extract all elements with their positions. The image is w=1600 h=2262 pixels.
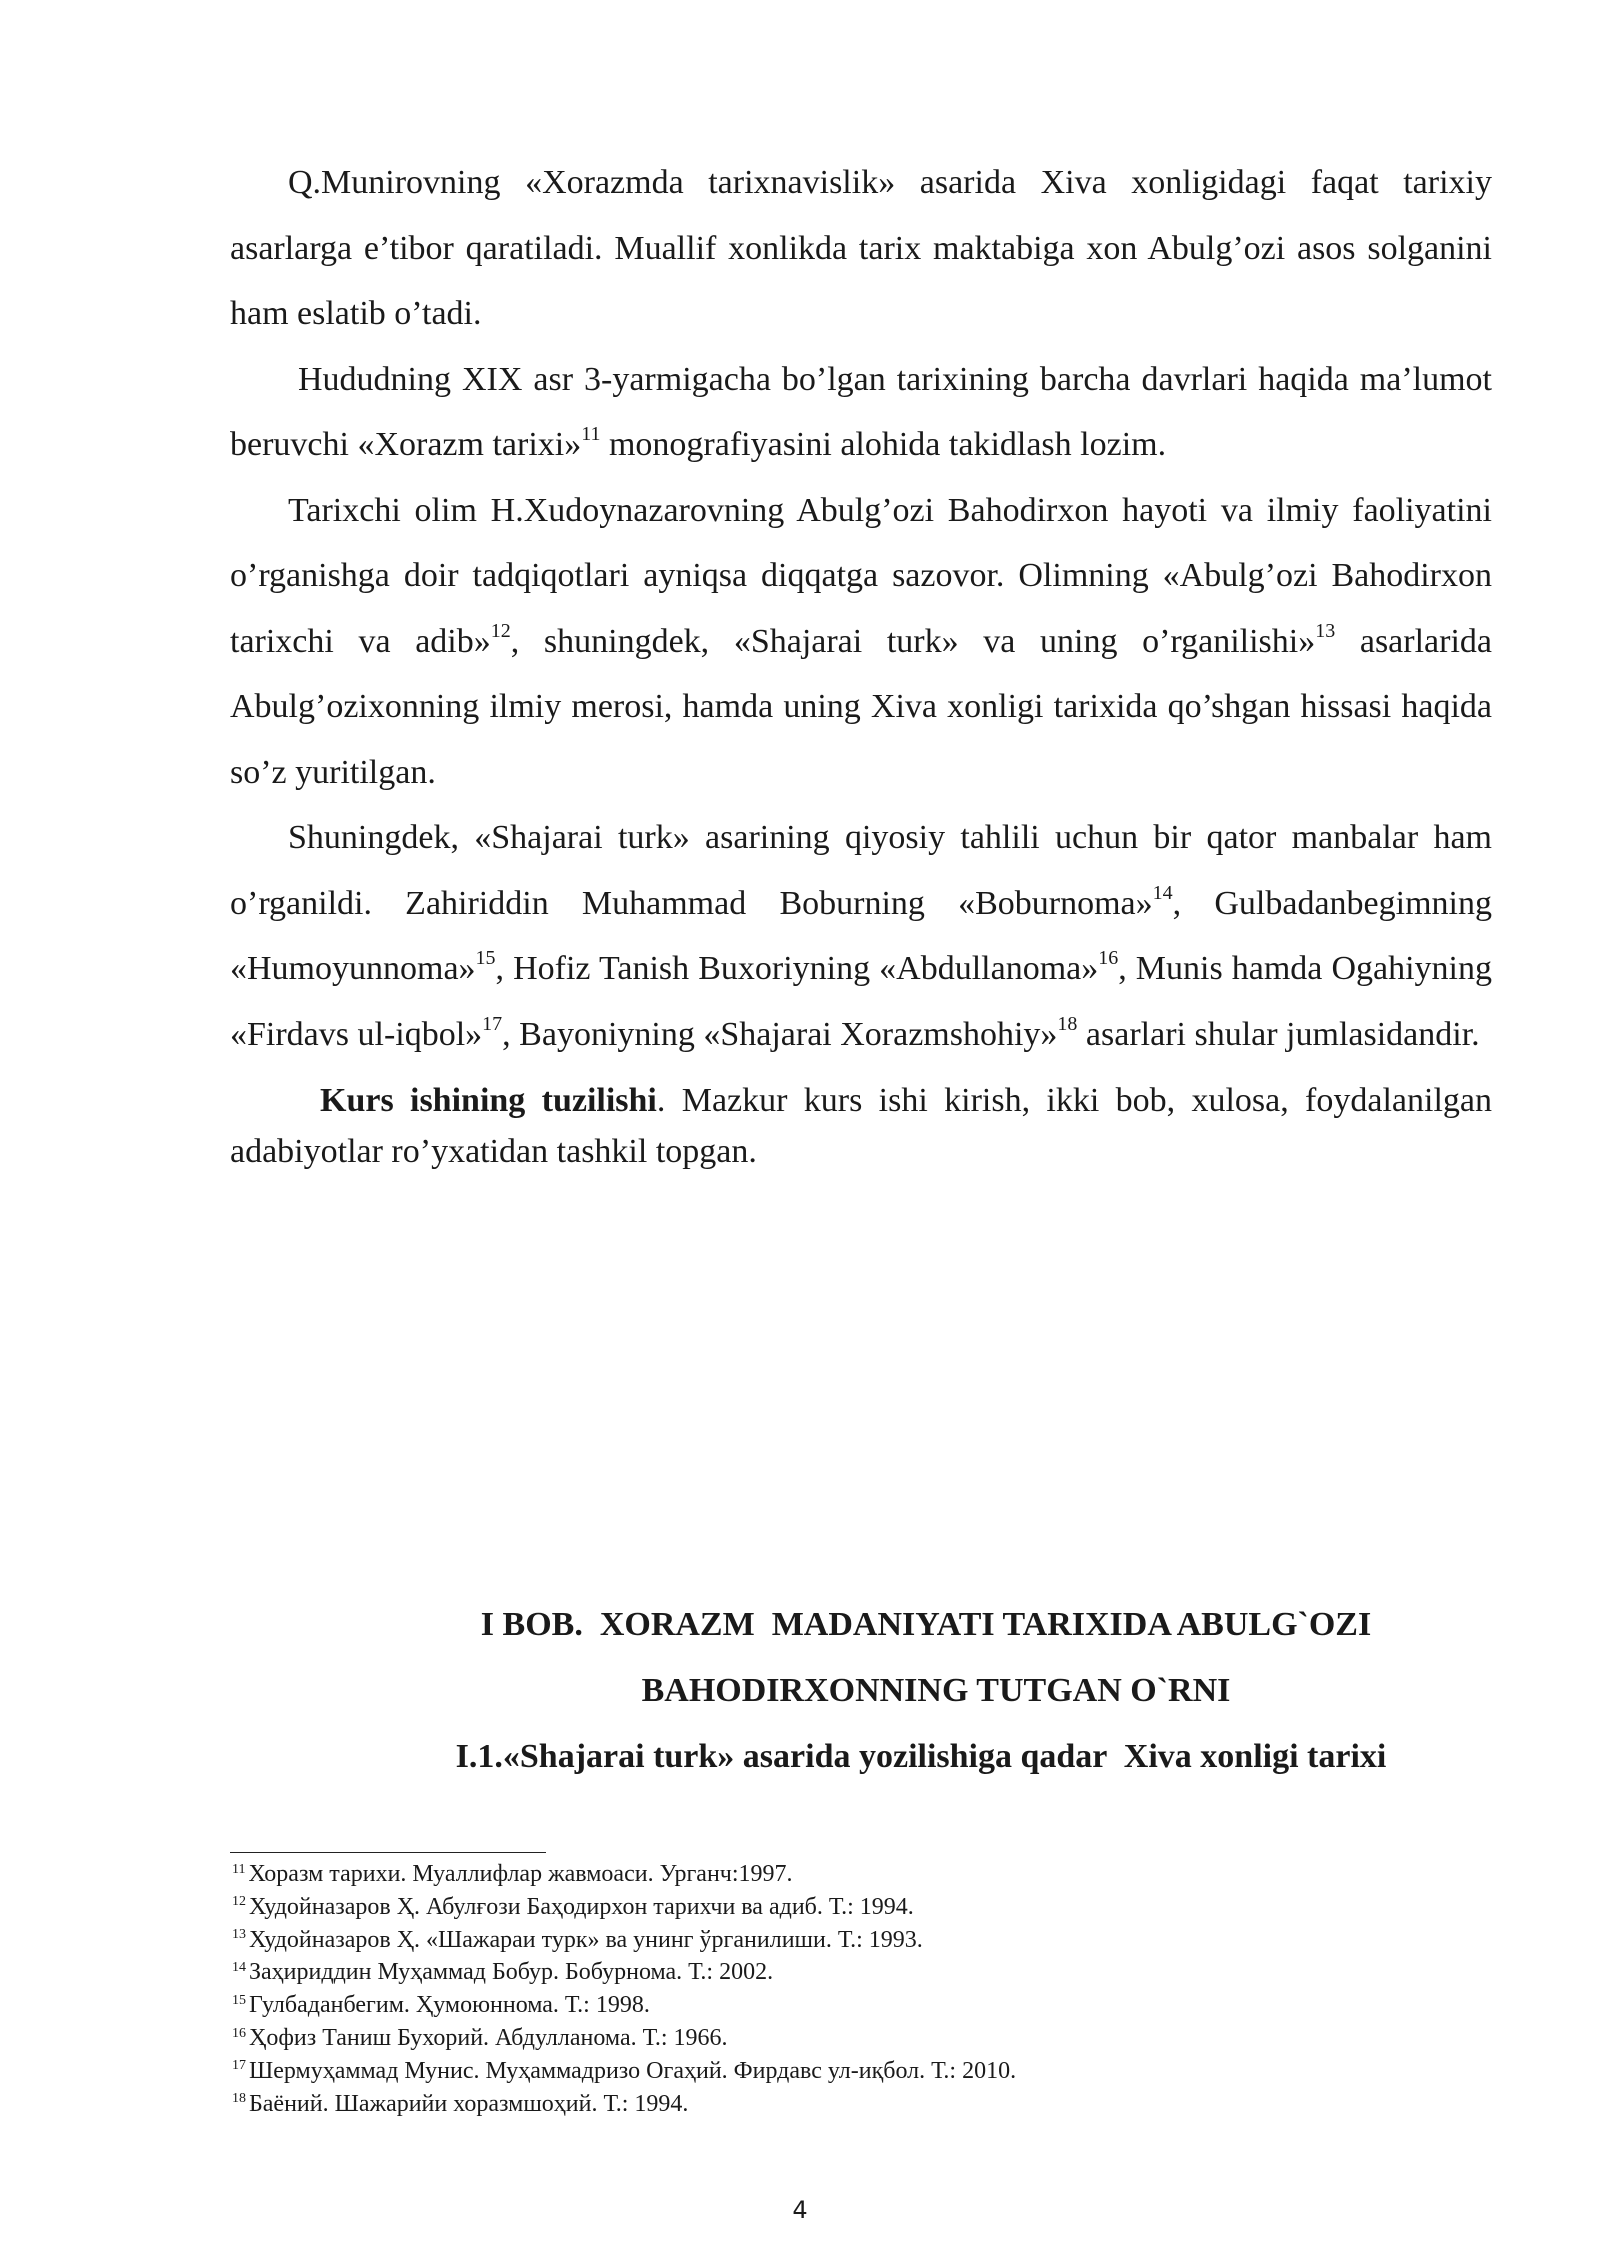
paragraph-4-text-f: asarlari shular jumlasidandir. xyxy=(1077,1015,1480,1053)
footnote-18 xyxy=(232,2088,1432,2121)
footnote-text: Худойназаров Ҳ. Абулғози Баҳодирхон тарихчи ва адиб. Т.: 1994. xyxy=(249,1893,914,1920)
footnote-text: Заҳириддин Муҳаммад Бобур. Бобурнома. Т.: 2002. xyxy=(249,1959,774,1986)
paragraph-4-text-b: , Gulbadanbegimning «Humoyunnoma» xyxy=(230,884,1492,987)
page-number: 4 xyxy=(792,2196,808,2224)
paragraph-3-text-c: asarlarida Abulg’ozixonning ilmiy merosi, hamda uning Xiva xonligi tarixida qo’shgan hissasi haqida so’z yuritilgan. xyxy=(230,622,1492,791)
paragraph-3 xyxy=(230,478,1492,806)
footnote-number: 17 xyxy=(232,2058,246,2074)
footnote-text: Гулбаданбегим. Ҳумоюннома. Т.: 1998. xyxy=(249,1992,650,2019)
footnote-ref-15[interactable]: 15 xyxy=(475,947,496,969)
paragraph-1 xyxy=(230,150,1492,347)
footnote-16 xyxy=(232,2022,1432,2055)
paragraph-2 xyxy=(230,347,1492,478)
footnote-ref-16[interactable]: 16 xyxy=(1098,947,1119,969)
footnote-ref-11[interactable]: 11 xyxy=(581,423,601,445)
footnote-ref-13[interactable]: 13 xyxy=(1315,619,1336,642)
footnotes xyxy=(232,1858,1432,2120)
course-structure-heading: Kurs ishining tuzilishi xyxy=(320,1082,657,1119)
footnote-15 xyxy=(232,1989,1432,2022)
footnote-text: Шермуҳаммад Мунис. Муҳаммадризо Огаҳий. Фирдавс ул-иқбол. Т.: 2010. xyxy=(249,2057,1017,2084)
paragraph-3-text-a: Tarixchi olim H.Xudoynazarovning Abulg’ozi Bahodirxon hayoti va ilmiy faoliyatini o’rganishga doir tadqiqotlari ayniqsa diqqatga sazovor. Olimning «Abulg’ozi Bahodirxon tarixchi va adib» xyxy=(230,491,1492,660)
paragraph-4-text-c: , Hofiz Tanish Buxoriyning «Abdullanoma» xyxy=(495,950,1099,987)
paragraph-2-text-b: monografiyasini alohida takidlash lozim. xyxy=(600,426,1167,463)
footnote-12 xyxy=(232,1891,1432,1924)
footnote-number: 12 xyxy=(232,1894,246,1910)
footnote-text: Худойназаров Ҳ. «Шажараи турк» ва унинг ўрганилиши. Т.: 1993. xyxy=(249,1926,923,1953)
paragraph-4-text-e: , Bayoniyning «Shajarai Xorazmshohiy» xyxy=(502,1015,1058,1053)
footnote-14 xyxy=(232,1956,1432,1989)
footnote-number: 11 xyxy=(232,1861,246,1877)
chapter-heading xyxy=(230,1592,1492,1790)
paragraph-1-text: Q.Munirovning «Xorazmda tarixnavislik» asarida Xiva xonligidagi faqat tarixiy asarlarga e’tibor qaratiladi. Muallif xonlikda tarix maktabiga xon Abulg’ozi asos solganini ham eslatib o’tadi. xyxy=(230,164,1492,332)
footnote-text: Ҳофиз Таниш Бухорий. Абдулланома. Т.: 1966. xyxy=(249,2024,728,2051)
paragraph-2-text-a: Hududning XIX asr 3-yarmigacha bo’lgan tarixining barcha davrlari haqida ma’lumot beruvchi «Xorazm tarixi» xyxy=(230,360,1492,463)
paragraph-3-text-b: , shuningdek, «Shajarai turk» va uning o’rganilishi» xyxy=(510,622,1316,660)
paragraph-4 xyxy=(230,805,1492,1067)
footnote-ref-18[interactable]: 18 xyxy=(1057,1012,1078,1035)
footnote-number: 18 xyxy=(232,2091,246,2107)
footnote-11 xyxy=(232,1858,1432,1891)
section-title: I.1.«Shajarai turk» asarida yozilishiga qadar Xiva xonligi tarixi xyxy=(455,1738,1387,1775)
footnote-number: 16 xyxy=(232,2025,246,2041)
chapter-title-line-2: BAHODIRXONNING TUTGAN O`RNI xyxy=(641,1672,1231,1709)
footnote-text: Баёний. Шажарийи хоразмшоҳий. Т.: 1994. xyxy=(249,2090,689,2117)
footnote-number: 14 xyxy=(232,1960,246,1975)
footnote-ref-14[interactable]: 14 xyxy=(1152,881,1173,904)
paragraph-5 xyxy=(230,1075,1492,1177)
chapter-title-line-1: I BOB. XORAZM MADANIYATI TARIXIDA ABULG`OZI xyxy=(480,1606,1372,1643)
footnote-17 xyxy=(232,2055,1432,2088)
footnote-13 xyxy=(232,1924,1432,1957)
footnote-number: 15 xyxy=(232,1992,246,2008)
paragraph-4-text-d: , Munis hamda Ogahiyning «Firdavs ul-iqbol» xyxy=(230,950,1492,1053)
document-body xyxy=(230,150,1492,1177)
footnote-ref-12[interactable]: 12 xyxy=(490,619,511,642)
paragraph-5-text: . Mazkur kurs ishi kirish, ikki bob, xulosa, foydalanilgan adabiyotlar ro’yxatidan tashkil topgan. xyxy=(230,1082,1492,1170)
footnote-separator xyxy=(230,1852,546,1853)
footnote-number: 13 xyxy=(232,1927,246,1943)
footnote-text: Хоразм тарихи. Муаллифлар жавмоаси. Урганч:1997. xyxy=(248,1861,793,1887)
paragraph-4-text-a: Shuningdek, «Shajarai turk» asarining qiyosiy tahlili uchun bir qator manbalar ham o’rganildi. Zahiriddin Muhammad Boburning «Boburnoma» xyxy=(230,819,1492,922)
footnote-ref-17[interactable]: 17 xyxy=(482,1012,503,1035)
